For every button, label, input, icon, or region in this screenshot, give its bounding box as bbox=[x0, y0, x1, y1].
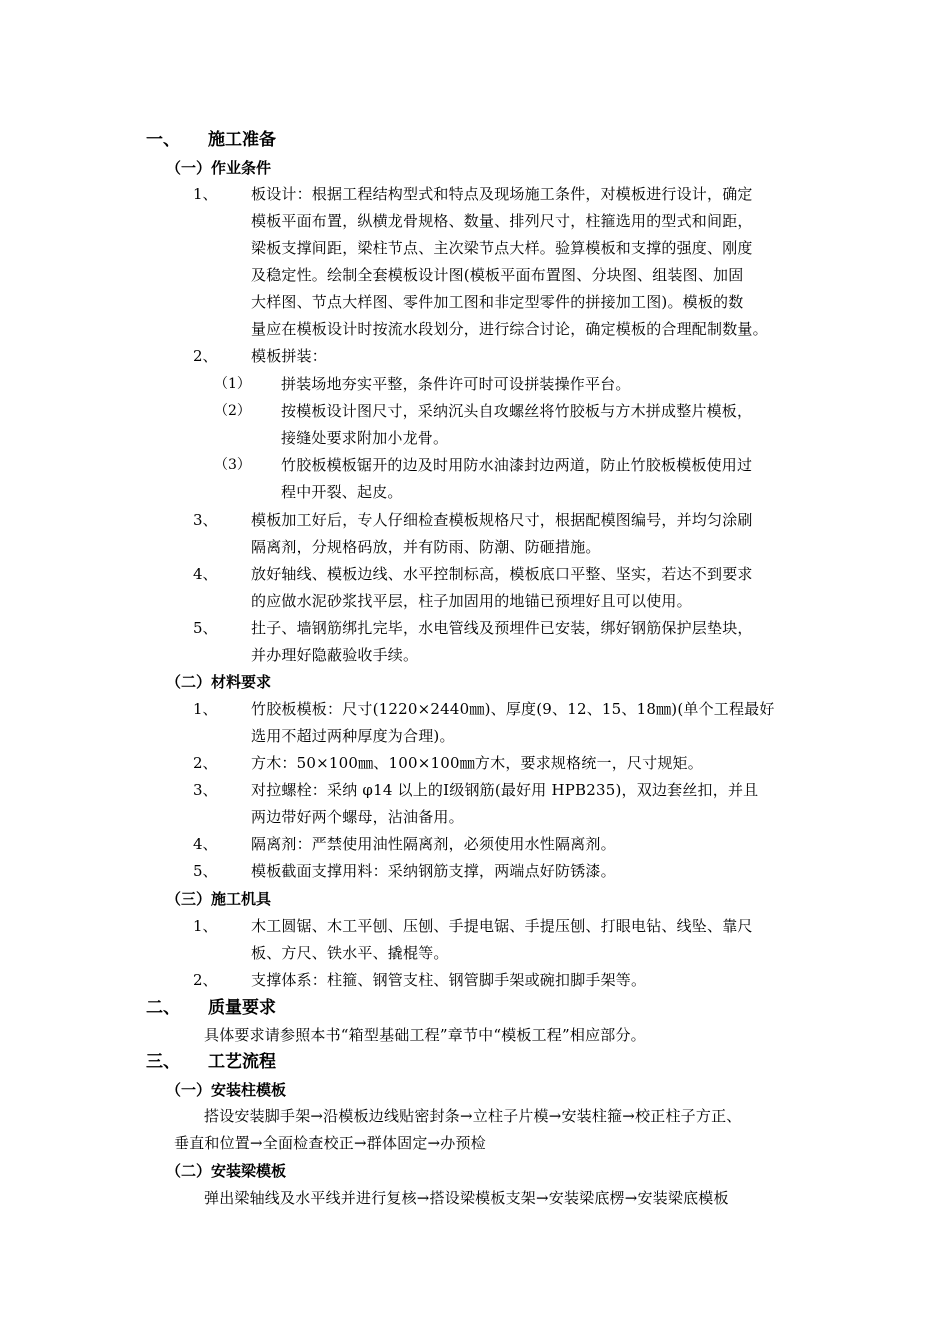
subsection-1-3-title: 施工机具 bbox=[211, 890, 272, 908]
item-text-line: 木工圆锯、木工平刨、压刨、手提电锯、手提压刨、打眼电钻、线坠、靠尺 bbox=[251, 917, 753, 935]
subitem-text-line: 按模板设计图尺寸，采纳沉头自攻螺丝将竹胶板与方木拼成整片模板， bbox=[281, 402, 753, 420]
item-text-line: 及稳定性。绘制全套模板设计图(模板平面布置图、分块图、组装图、加固 bbox=[251, 266, 744, 284]
item-text-line: 选用不超过两种厚度为合理)。 bbox=[251, 727, 455, 745]
subsection-3-2-paragraph-line: 弹出梁轴线及水平线并进行复核→搭设梁模板支架→安装梁底楞→安装梁底模板 bbox=[204, 1189, 729, 1207]
item-text-line: 模板加工好后，专人仔细检查模板规格尺寸，根据配模图编号，并均匀涂刷 bbox=[251, 511, 753, 529]
subsection-3-2-title: 安装梁模板 bbox=[211, 1162, 287, 1180]
item-number: 2、 bbox=[193, 347, 218, 365]
item-text-line: 量应在模板设计时按流水段划分，进行综合讨论，确定模板的合理配制数量。 bbox=[251, 320, 768, 338]
section-3-number: 三、 bbox=[146, 1052, 180, 1072]
item-number: 4、 bbox=[193, 565, 218, 583]
item-text-line: 板、方尺、铁水平、撬棍等。 bbox=[251, 944, 449, 962]
subsection-1-2-title: 材料要求 bbox=[211, 673, 272, 691]
item-number: 4、 bbox=[193, 835, 218, 853]
item-text-line: 模板截面支撑用料：采纳钢筋支撑，两端点好防锈漆。 bbox=[251, 862, 616, 880]
subsection-1-3-number: （三） bbox=[166, 890, 212, 908]
item-text-line: 对拉螺栓：采纳 φ14 以上的Ⅰ级钢筋(最好用 HPB235)，双边套丝扣，并且 bbox=[251, 781, 759, 799]
item-text-line: 放好轴线、模板边线、水平控制标高，模板底口平整、坚实，若达不到要求 bbox=[251, 565, 753, 583]
item-number: 1、 bbox=[193, 700, 218, 718]
item-text-line: 竹胶板模板：尺寸(1220×2440㎜)、厚度(9、12、15、18㎜)(单个工程最好 bbox=[251, 700, 775, 718]
item-text-line: 梁板支撑间距，梁柱节点、主次梁节点大样。验算模板和支撑的强度、刚度 bbox=[251, 239, 753, 257]
subitem-number: （2） bbox=[214, 403, 251, 419]
subsection-3-1-number: （一） bbox=[166, 1081, 212, 1099]
item-number: 2、 bbox=[193, 971, 218, 989]
subitem-text-line: 程中开裂、起皮。 bbox=[281, 483, 403, 501]
item-text-line: 隔离剂：严禁使用油性隔离剂，必须使用水性隔离剂。 bbox=[251, 835, 616, 853]
item-number: 1、 bbox=[193, 185, 218, 203]
section-2-number: 二、 bbox=[146, 998, 180, 1018]
subsection-3-1-paragraph-line: 垂直和位置→全面检查校正→群体固定→办预检 bbox=[174, 1134, 486, 1152]
subitem-text-line: 竹胶板模板锯开的边及时用防水油漆封边两道，防止竹胶板模板使用过 bbox=[281, 456, 753, 474]
item-number: 2、 bbox=[193, 754, 218, 772]
item-text-line: 板设计：根据工程结构型式和特点及现场施工条件，对模板进行设计，确定 bbox=[251, 185, 753, 203]
subsection-3-1-paragraph-line: 搭设安装脚手架→沿模板边线贴密封条→立柱子片模→安装柱箍→校正柱子方正、 bbox=[204, 1107, 742, 1125]
item-text-line: 模板拼装： bbox=[251, 347, 328, 365]
subsection-3-1-title: 安装柱模板 bbox=[211, 1081, 287, 1099]
item-text-line: 支撑体系：柱箍、钢管支柱、钢管脚手架或碗扣脚手架等。 bbox=[251, 971, 647, 989]
subitem-text-line: 接缝处要求附加小龙骨。 bbox=[281, 429, 449, 447]
item-number: 5、 bbox=[193, 862, 218, 880]
subitem-text-line: 拼装场地夯实平整，条件许可时可设拼装操作平台。 bbox=[281, 375, 631, 393]
subsection-1-2-number: （二） bbox=[166, 673, 212, 691]
item-text-line: 两边带好两个螺母，沾油备用。 bbox=[251, 808, 464, 826]
item-text-line: 模板平面布置，纵横龙骨规格、数量、排列尺寸，柱箍选用的型式和间距， bbox=[251, 212, 753, 230]
item-text-line: 的应做水泥砂浆找平层，柱子加固用的地锚已预埋好且可以使用。 bbox=[251, 592, 692, 610]
subitem-number: （3） bbox=[214, 457, 251, 473]
section-2-title: 质量要求 bbox=[208, 998, 276, 1018]
subsection-3-2-number: （二） bbox=[166, 1162, 212, 1180]
item-text-line: 并办理好隐蔽验收手续。 bbox=[251, 646, 419, 664]
section-2-paragraph-line: 具体要求请参照本书“箱型基础工程”章节中“模板工程”相应部分。 bbox=[204, 1026, 646, 1044]
item-number: 5、 bbox=[193, 619, 218, 637]
section-1-title: 施工准备 bbox=[208, 130, 276, 150]
item-text-line: 大样图、节点大样图、零件加工图和非定型零件的拼接加工图)。模板的数 bbox=[251, 293, 744, 311]
item-text-line: 隔离剂，分规格码放，并有防雨、防潮、防砸措施。 bbox=[251, 538, 601, 556]
section-3-title: 工艺流程 bbox=[208, 1052, 276, 1072]
item-text-line: 方木：50×100㎜、100×100㎜方木，要求规格统一，尺寸规矩。 bbox=[251, 754, 703, 772]
item-text-line: 扗子、墙钢筋绑扎完毕，水电管线及预埋件已安装，绑好钢筋保护层垫块， bbox=[251, 619, 753, 637]
subsection-1-1-title: 作业条件 bbox=[211, 159, 272, 177]
subsection-1-1-number: （一） bbox=[166, 159, 212, 177]
item-number: 3、 bbox=[193, 781, 218, 799]
section-1-number: 一、 bbox=[146, 130, 180, 150]
subitem-number: （1） bbox=[214, 376, 251, 392]
item-number: 3、 bbox=[193, 511, 218, 529]
item-number: 1、 bbox=[193, 917, 218, 935]
